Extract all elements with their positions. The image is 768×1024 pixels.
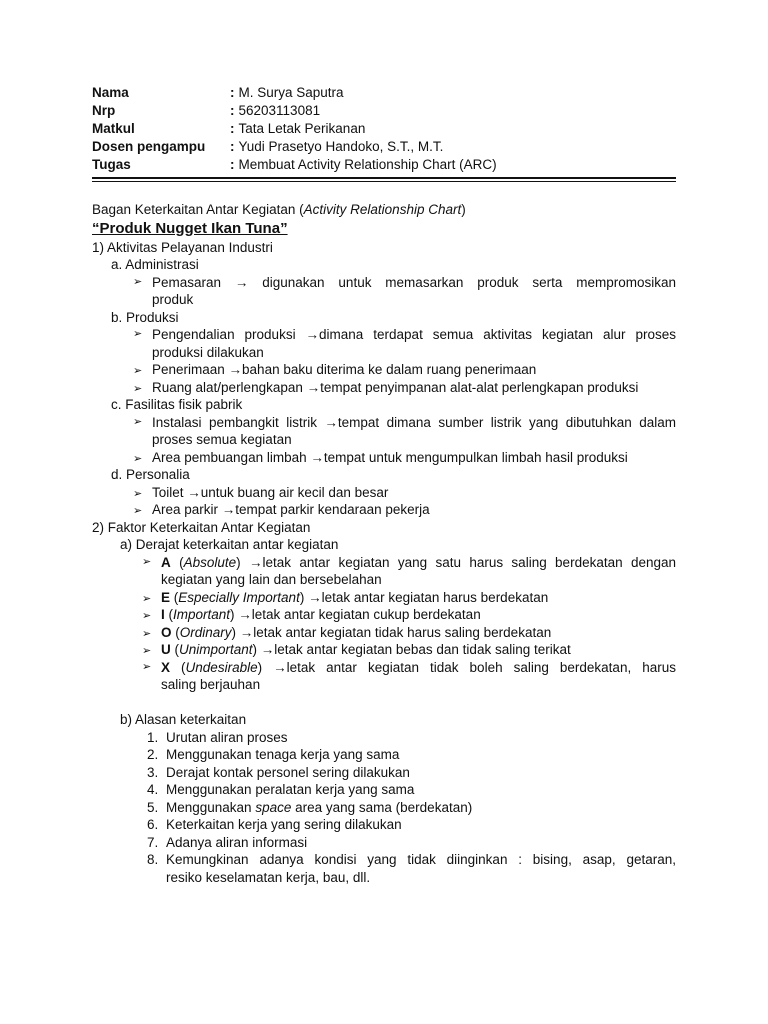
header-value: Tata Letak Perikanan (238, 121, 366, 136)
bullet-text: Ruang alat/perlengkapan →tempat penyimpanan alat-alat perlengkapan produksi (152, 379, 639, 395)
item-number: 1. (147, 729, 159, 745)
item-text-italic: space (255, 799, 292, 815)
text: ( (164, 607, 174, 622)
header-value: 56203113081 (238, 103, 321, 118)
numbered-item (92, 851, 676, 869)
numbered-item (92, 816, 676, 834)
header-row (92, 102, 676, 120)
header-value: Yudi Prasetyo Handoko, S.T., M.T. (238, 139, 444, 154)
bullet-arrow-icon: ➢ (142, 592, 152, 605)
degree-letter: I (161, 607, 165, 622)
degree-term: Ordinary (179, 624, 232, 640)
bullet-continuation: produk (152, 292, 194, 307)
degree-letter: X (161, 659, 171, 675)
item-number: 7. (147, 834, 159, 850)
item-number: 5. (147, 799, 159, 815)
item-text: Menggunakan tenaga kerja yang sama (166, 747, 400, 762)
divider-thick (92, 177, 676, 179)
bullet-text: Pemasaran → digunakan untuk memasarkan produk serta mempromosikan (152, 274, 676, 290)
bullet-text: Toilet →untuk buang air kecil dan besar (152, 484, 389, 500)
degree-term: Unimportant (179, 642, 253, 657)
header-key: Matkul (92, 121, 135, 136)
bullet-arrow-icon: ➢ (133, 415, 143, 428)
item-text: Kemungkinan adanya kondisi yang tidak diinginkan : bising, asap, getaran, (166, 852, 676, 867)
bullet-item (92, 659, 676, 677)
bullet-item (92, 449, 676, 467)
item-number: 8. (147, 852, 159, 867)
bullet-arrow-icon: ➢ (133, 275, 143, 288)
bullet-text: Area parkir →tempat parkir kendaraan pekerja (152, 502, 430, 517)
header-key: Nama (92, 85, 129, 100)
bullet-item (92, 589, 676, 607)
intro-italic: Activity Relationship Chart (303, 202, 462, 217)
bullet-arrow-icon: ➢ (133, 505, 143, 517)
bullet-item (92, 414, 676, 432)
bullet-continuation: saling berjauhan (161, 677, 261, 692)
degree-term: Important (173, 607, 231, 622)
subsection-heading: a. Administrasi (111, 257, 199, 272)
header-row (92, 156, 676, 174)
bullet-text (161, 659, 676, 677)
header-key: Dosen pengampu (92, 139, 206, 154)
bullet-text: Instalasi pembangkit listrik →tempat dimana sumber listrik yang dibutuhkan dalam (152, 414, 676, 430)
subsection-heading: d. Personalia (111, 467, 190, 482)
header-value: M. Surya Saputra (238, 85, 344, 100)
text: ( (170, 659, 186, 675)
item-continuation: resiko keselamatan kerja, bau, dll. (166, 869, 371, 885)
subsection-heading: c. Fasilitas fisik pabrik (111, 397, 243, 412)
bullet-item (92, 641, 676, 659)
intro-text: Bagan Keterkaitan Antar Kegiatan ( (92, 202, 304, 217)
bullet-arrow-icon: ➢ (142, 660, 152, 673)
item-text: Urutan aliran proses (166, 729, 288, 745)
item-number: 6. (147, 817, 159, 832)
item-text: Keterkaitan kerja yang sering dilakukan (166, 817, 402, 832)
degree-term: Absolute (183, 554, 237, 570)
header-row (92, 84, 676, 102)
item-text: Adanya aliran informasi (166, 834, 308, 850)
numbered-item (92, 729, 676, 747)
bullet-arrow-icon: ➢ (133, 452, 143, 465)
colon: : (230, 139, 235, 154)
text: ( (170, 589, 179, 605)
text: ) →letak antar kegiatan harus berdekatan (299, 589, 549, 605)
bullet-arrow-icon: ➢ (133, 365, 143, 377)
item-text: area yang sama (berdekatan) (291, 799, 473, 815)
bullet-item (92, 379, 676, 397)
colon: : (230, 121, 235, 136)
bullet-arrow-icon: ➢ (133, 382, 143, 395)
degree-letter: A (161, 554, 171, 570)
item-number: 4. (147, 782, 159, 797)
header-key: Tugas (92, 157, 131, 172)
item-text: Derajat kontak personel sering dilakukan (166, 764, 410, 780)
bullet-arrow-icon: ➢ (133, 328, 143, 340)
degree-term: Especially Important (178, 589, 300, 605)
numbered-item (92, 746, 676, 764)
degree-letter: U (161, 642, 171, 657)
colon: : (230, 103, 235, 118)
item-number: 2. (147, 747, 159, 762)
header-block (92, 84, 676, 182)
degree-term: Undesirable (185, 659, 258, 675)
text: ( (170, 642, 179, 657)
bullet-arrow-icon: ➢ (142, 555, 152, 568)
bullet-item (92, 554, 676, 572)
document-page (92, 84, 676, 886)
intro-close: ) (461, 202, 466, 217)
bullet-continuation: kegiatan yang lain dan bersebelahan (161, 572, 382, 587)
colon: : (230, 157, 235, 172)
bullet-arrow-icon: ➢ (142, 610, 152, 622)
bullet-text: Penerimaan →bahan baku diterima ke dalam ruang penerimaan (152, 362, 537, 377)
header-row (92, 138, 676, 156)
header-value: Membuat Activity Relationship Chart (ARC) (238, 157, 497, 172)
bullet-item (92, 326, 676, 344)
section-heading: 1) Aktivitas Pelayanan Industri (92, 239, 273, 255)
subsection-heading: a) Derajat keterkaitan antar kegiatan (120, 537, 339, 552)
numbered-item (92, 834, 676, 852)
text: ) →letak antar kegiatan tidak harus saling berdekatan (231, 624, 552, 640)
bullet-item (92, 274, 676, 292)
bullet-item (92, 606, 676, 624)
bullet-text: Area pembuangan limbah →tempat untuk mengumpulkan limbah hasil produksi (152, 449, 628, 465)
numbered-item (92, 781, 676, 799)
bullet-arrow-icon: ➢ (142, 627, 152, 640)
bullet-continuation: proses semua kegiatan (152, 432, 292, 447)
bullet-text (161, 554, 676, 572)
bullet-text: Pengendalian produksi →dimana terdapat semua aktivitas kegiatan alur proses (152, 327, 676, 342)
item-text: Menggunakan peralatan kerja yang sama (166, 782, 415, 797)
text: ) →letak antar kegiatan bebas dan tidak saling terikat (252, 642, 571, 657)
text: ) →letak antar kegiatan cukup berdekatan (230, 607, 481, 622)
text: ( (171, 624, 180, 640)
bullet-item (92, 624, 676, 642)
intro-line (92, 201, 676, 219)
bullet-item (92, 501, 676, 519)
item-number: 3. (147, 764, 159, 780)
numbered-item (92, 799, 676, 817)
bullet-arrow-icon: ➢ (142, 645, 152, 657)
degree-letter: O (161, 624, 172, 640)
text: ( (170, 554, 184, 570)
bullet-item (92, 361, 676, 379)
bullet-item (92, 484, 676, 502)
bullet-arrow-icon: ➢ (133, 487, 143, 500)
header-row (92, 120, 676, 138)
document-title: “Produk Nugget Ikan Tuna” (92, 219, 288, 237)
text: ) →letak antar kegiatan yang satu harus saling berdekatan dengan (236, 554, 676, 570)
degree-letter: E (161, 589, 171, 605)
subsection-heading: b) Alasan keterkaitan (120, 712, 247, 727)
item-text: Menggunakan (166, 799, 256, 815)
colon: : (230, 85, 235, 100)
subsection-heading: b. Produksi (111, 309, 179, 325)
section-heading: 2) Faktor Keterkaitan Antar Kegiatan (92, 519, 311, 535)
numbered-item (92, 764, 676, 782)
text: ) →letak antar kegiatan tidak boleh saling berdekatan, harus (257, 659, 676, 675)
bullet-continuation: produksi dilakukan (152, 344, 264, 360)
header-key: Nrp (92, 103, 116, 118)
